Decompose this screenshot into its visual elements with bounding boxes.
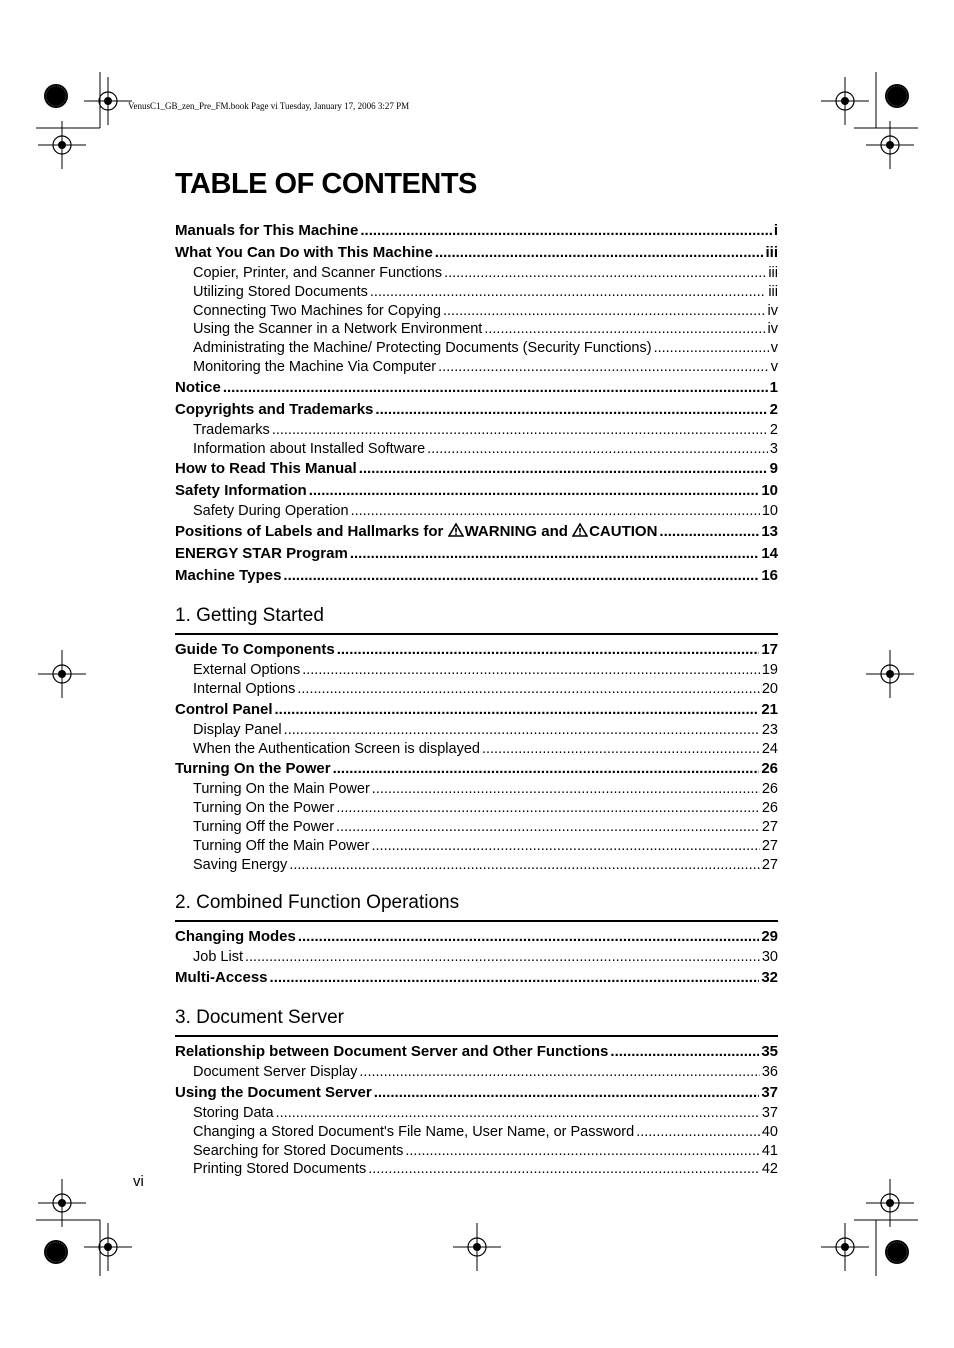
toc-subentry[interactable]	[175, 421, 778, 440]
toc-page-number: 27	[761, 856, 778, 873]
dot-leader	[372, 837, 760, 856]
toc-page-number: 40	[761, 1123, 778, 1140]
toc-entry-title: Turning On the Power	[175, 760, 331, 778]
print-header: VenusC1_GB_zen_Pre_FM.book Page vi Tuesday, January 17, 2006 3:27 PM	[128, 101, 410, 111]
toc-entry-title: Using the Scanner in a Network Environment	[193, 321, 483, 338]
dot-leader	[298, 926, 759, 948]
toc-entry[interactable]	[175, 639, 778, 661]
toc-page-number: v	[770, 358, 778, 375]
dot-leader	[368, 1160, 760, 1179]
dot-leader	[484, 320, 765, 339]
toc-page-number: 2	[769, 421, 778, 438]
toc-page-number: iv	[767, 321, 778, 338]
toc-entry-title: Relationship between Document Server and Other Functions	[175, 1043, 609, 1061]
dot-leader	[245, 948, 760, 967]
toc-entry-title: Control Panel	[175, 700, 273, 718]
toc-subentry[interactable]	[175, 818, 778, 837]
toc-entry-title: Guide To Components	[175, 641, 335, 659]
toc-page-number: iii	[765, 244, 778, 261]
toc-page-number: 21	[761, 700, 778, 718]
toc-entry-title: Monitoring the Machine Via Computer	[193, 358, 437, 375]
toc-page-number: i	[773, 222, 778, 239]
toc-page-number: 10	[761, 503, 778, 520]
toc-page-number: v	[770, 340, 778, 357]
toc-page-number: 29	[761, 928, 778, 946]
toc-subentry[interactable]	[175, 1063, 778, 1082]
toc-entry[interactable]	[175, 220, 778, 242]
toc-entry-title: Manuals for This Machine	[175, 222, 359, 239]
toc-subentry[interactable]	[175, 1123, 778, 1142]
toc-entry-title: Turning On the Main Power	[193, 781, 370, 798]
toc-entry[interactable]	[175, 480, 778, 502]
toc-subentry[interactable]	[175, 856, 778, 875]
toc-entry-title: Trademarks	[193, 421, 270, 438]
toc-subentry[interactable]	[175, 1142, 778, 1161]
toc-page-number: 41	[761, 1142, 778, 1159]
toc-subentry[interactable]	[175, 302, 778, 321]
toc-page-number: 24	[761, 740, 778, 757]
toc-entry[interactable]	[175, 521, 778, 543]
dot-leader	[272, 421, 768, 440]
toc-subentry[interactable]	[175, 264, 778, 283]
toc-page-number: 32	[761, 969, 778, 987]
toc-entry-title: Administrating the Machine/ Protecting Documents (Security Functions)	[193, 340, 652, 357]
toc-entry-title: Machine Types	[175, 567, 282, 585]
dot-leader	[654, 339, 769, 358]
dot-leader	[309, 480, 760, 502]
dot-leader	[333, 758, 760, 780]
toc-page-number: 35	[761, 1043, 778, 1061]
toc-entry-title: Display Panel	[193, 721, 282, 738]
toc-entry-title: Turning On the Power	[193, 800, 335, 817]
toc-entry[interactable]	[175, 242, 778, 264]
toc-subentry[interactable]	[175, 320, 778, 339]
toc-subentry[interactable]	[175, 740, 778, 759]
dot-leader	[337, 639, 760, 661]
toc-page-number: 30	[761, 949, 778, 966]
toc-entry-title: Connecting Two Machines for Copying	[193, 302, 441, 319]
toc-page-number: 1	[769, 378, 778, 396]
toc-entry-title: Changing a Stored Document's File Name, User Name, or Password	[193, 1123, 635, 1140]
toc-page-number: 10	[761, 482, 778, 500]
dot-leader	[482, 740, 760, 759]
toc-page-number: 37	[761, 1083, 778, 1101]
toc-page-number: 42	[761, 1161, 778, 1178]
dot-leader	[444, 264, 766, 283]
dot-leader	[351, 502, 760, 521]
toc-subentry[interactable]	[175, 721, 778, 740]
toc-page-number: iii	[768, 283, 778, 300]
toc-entry[interactable]	[175, 967, 778, 989]
toc-subentry[interactable]	[175, 680, 778, 699]
toc-entry[interactable]	[175, 565, 778, 587]
dot-leader	[636, 1123, 760, 1142]
toc-entry-title: Multi-Access	[175, 969, 268, 987]
toc-subentry[interactable]	[175, 837, 778, 856]
toc-page-number: iii	[768, 265, 778, 281]
toc-entry-title: ENERGY STAR Program	[175, 545, 348, 563]
toc-subentry[interactable]	[175, 283, 778, 302]
toc-page-number: 9	[769, 460, 778, 478]
table-of-contents	[175, 220, 778, 1179]
dot-leader	[336, 799, 760, 818]
toc-entry-title: Notice	[175, 378, 221, 396]
toc-subentry[interactable]	[175, 358, 778, 377]
toc-page-number: 37	[761, 1104, 778, 1121]
toc-entry[interactable]	[175, 1082, 778, 1104]
toc-page-number: 20	[761, 680, 778, 697]
warning-triangle-icon	[572, 523, 588, 537]
toc-page-number: 14	[761, 545, 778, 563]
toc-page-number: 36	[761, 1064, 778, 1081]
toc-entry[interactable]	[175, 1041, 778, 1063]
toc-subentry[interactable]	[175, 780, 778, 799]
toc-page-number: 23	[761, 721, 778, 738]
dot-leader	[360, 220, 771, 242]
toc-entry-title: Safety Information	[175, 482, 307, 500]
toc-page-number: 16	[761, 567, 778, 585]
chapter-heading[interactable]: 1. Getting Started	[175, 601, 778, 635]
page-title: TABLE OF CONTENTS	[175, 168, 477, 200]
warning-triangle-icon	[448, 523, 464, 537]
toc-subentry[interactable]	[175, 339, 778, 358]
toc-entry[interactable]	[175, 458, 778, 480]
toc-subentry[interactable]	[175, 1160, 778, 1179]
toc-entry-title: Printing Stored Documents	[193, 1161, 367, 1178]
dot-leader	[302, 661, 760, 680]
chapter-heading[interactable]: 2. Combined Function Operations	[175, 888, 778, 922]
toc-entry-title: Document Server Display	[193, 1064, 358, 1081]
toc-subentry[interactable]	[175, 948, 778, 967]
dot-leader	[223, 377, 768, 399]
toc-entry-title: Utilizing Stored Documents	[193, 283, 368, 300]
dot-leader	[289, 856, 760, 875]
dot-leader	[350, 543, 759, 565]
toc-entry-title: What You Can Do with This Machine	[175, 244, 433, 261]
toc-entry-title: Copier, Printer, and Scanner Functions	[193, 265, 443, 281]
toc-entry-title: Internal Options	[193, 680, 296, 697]
dot-leader	[374, 1082, 760, 1104]
dot-leader	[435, 242, 764, 264]
toc-entry[interactable]	[175, 399, 778, 421]
page-number: vi	[133, 1173, 144, 1190]
toc-subentry[interactable]	[175, 1104, 778, 1123]
dot-leader	[427, 440, 768, 459]
toc-page-number: 27	[761, 818, 778, 835]
toc-subentry[interactable]	[175, 440, 778, 459]
dot-leader	[610, 1041, 759, 1063]
toc-subentry[interactable]	[175, 502, 778, 521]
toc-entry[interactable]	[175, 699, 778, 721]
toc-page-number: 2	[769, 400, 778, 418]
dot-leader	[283, 565, 759, 587]
toc-page-number: 19	[761, 662, 778, 679]
toc-entry-title: Information about Installed Software	[193, 440, 426, 457]
toc-page-number: 27	[761, 837, 778, 854]
toc-page-number: 26	[761, 800, 778, 817]
toc-entry-title: Using the Document Server	[175, 1083, 372, 1101]
dot-leader	[372, 780, 760, 799]
toc-entry-title: Turning Off the Main Power	[193, 837, 370, 854]
toc-page-number: 13	[761, 523, 778, 541]
toc-entry-title: Changing Modes	[175, 928, 296, 946]
toc-entry-title: How to Read This Manual	[175, 460, 357, 478]
toc-entry-title: When the Authentication Screen is displayed	[193, 740, 480, 757]
dot-leader	[297, 680, 759, 699]
toc-entry-title: Storing Data	[193, 1104, 274, 1121]
dot-leader	[370, 283, 766, 302]
toc-entry-title: Positions of Labels and Hallmarks for WARNING and CAUTION	[175, 523, 658, 541]
toc-entry[interactable]	[175, 543, 778, 565]
dot-leader	[659, 521, 759, 543]
toc-page-number: 17	[761, 641, 778, 659]
toc-entry-title: Job List	[193, 949, 243, 966]
toc-page-number: 3	[769, 440, 778, 457]
toc-entry[interactable]	[175, 758, 778, 780]
toc-entry-title: Safety During Operation	[193, 503, 349, 520]
toc-entry[interactable]	[175, 926, 778, 948]
chapter-heading[interactable]: 3. Document Server	[175, 1003, 778, 1037]
dot-leader	[336, 818, 760, 837]
toc-subentry[interactable]	[175, 661, 778, 680]
dot-leader	[438, 358, 769, 377]
toc-page-number: 26	[761, 781, 778, 798]
toc-entry-title: Copyrights and Trademarks	[175, 400, 374, 418]
toc-entry-title: External Options	[193, 662, 301, 679]
dot-leader	[359, 458, 768, 480]
toc-page-number: iv	[767, 302, 778, 319]
dot-leader	[405, 1142, 760, 1161]
dot-leader	[443, 302, 766, 321]
toc-page-number: 26	[761, 760, 778, 778]
dot-leader	[276, 1104, 760, 1123]
dot-leader	[375, 399, 767, 421]
dot-leader	[284, 721, 760, 740]
dot-leader	[270, 967, 760, 989]
toc-entry-title: Turning Off the Power	[193, 818, 335, 835]
toc-entry[interactable]	[175, 377, 778, 399]
dot-leader	[359, 1063, 759, 1082]
dot-leader	[275, 699, 760, 721]
toc-entry-title: Saving Energy	[193, 856, 288, 873]
toc-subentry[interactable]	[175, 799, 778, 818]
toc-entry-title: Searching for Stored Documents	[193, 1142, 404, 1159]
